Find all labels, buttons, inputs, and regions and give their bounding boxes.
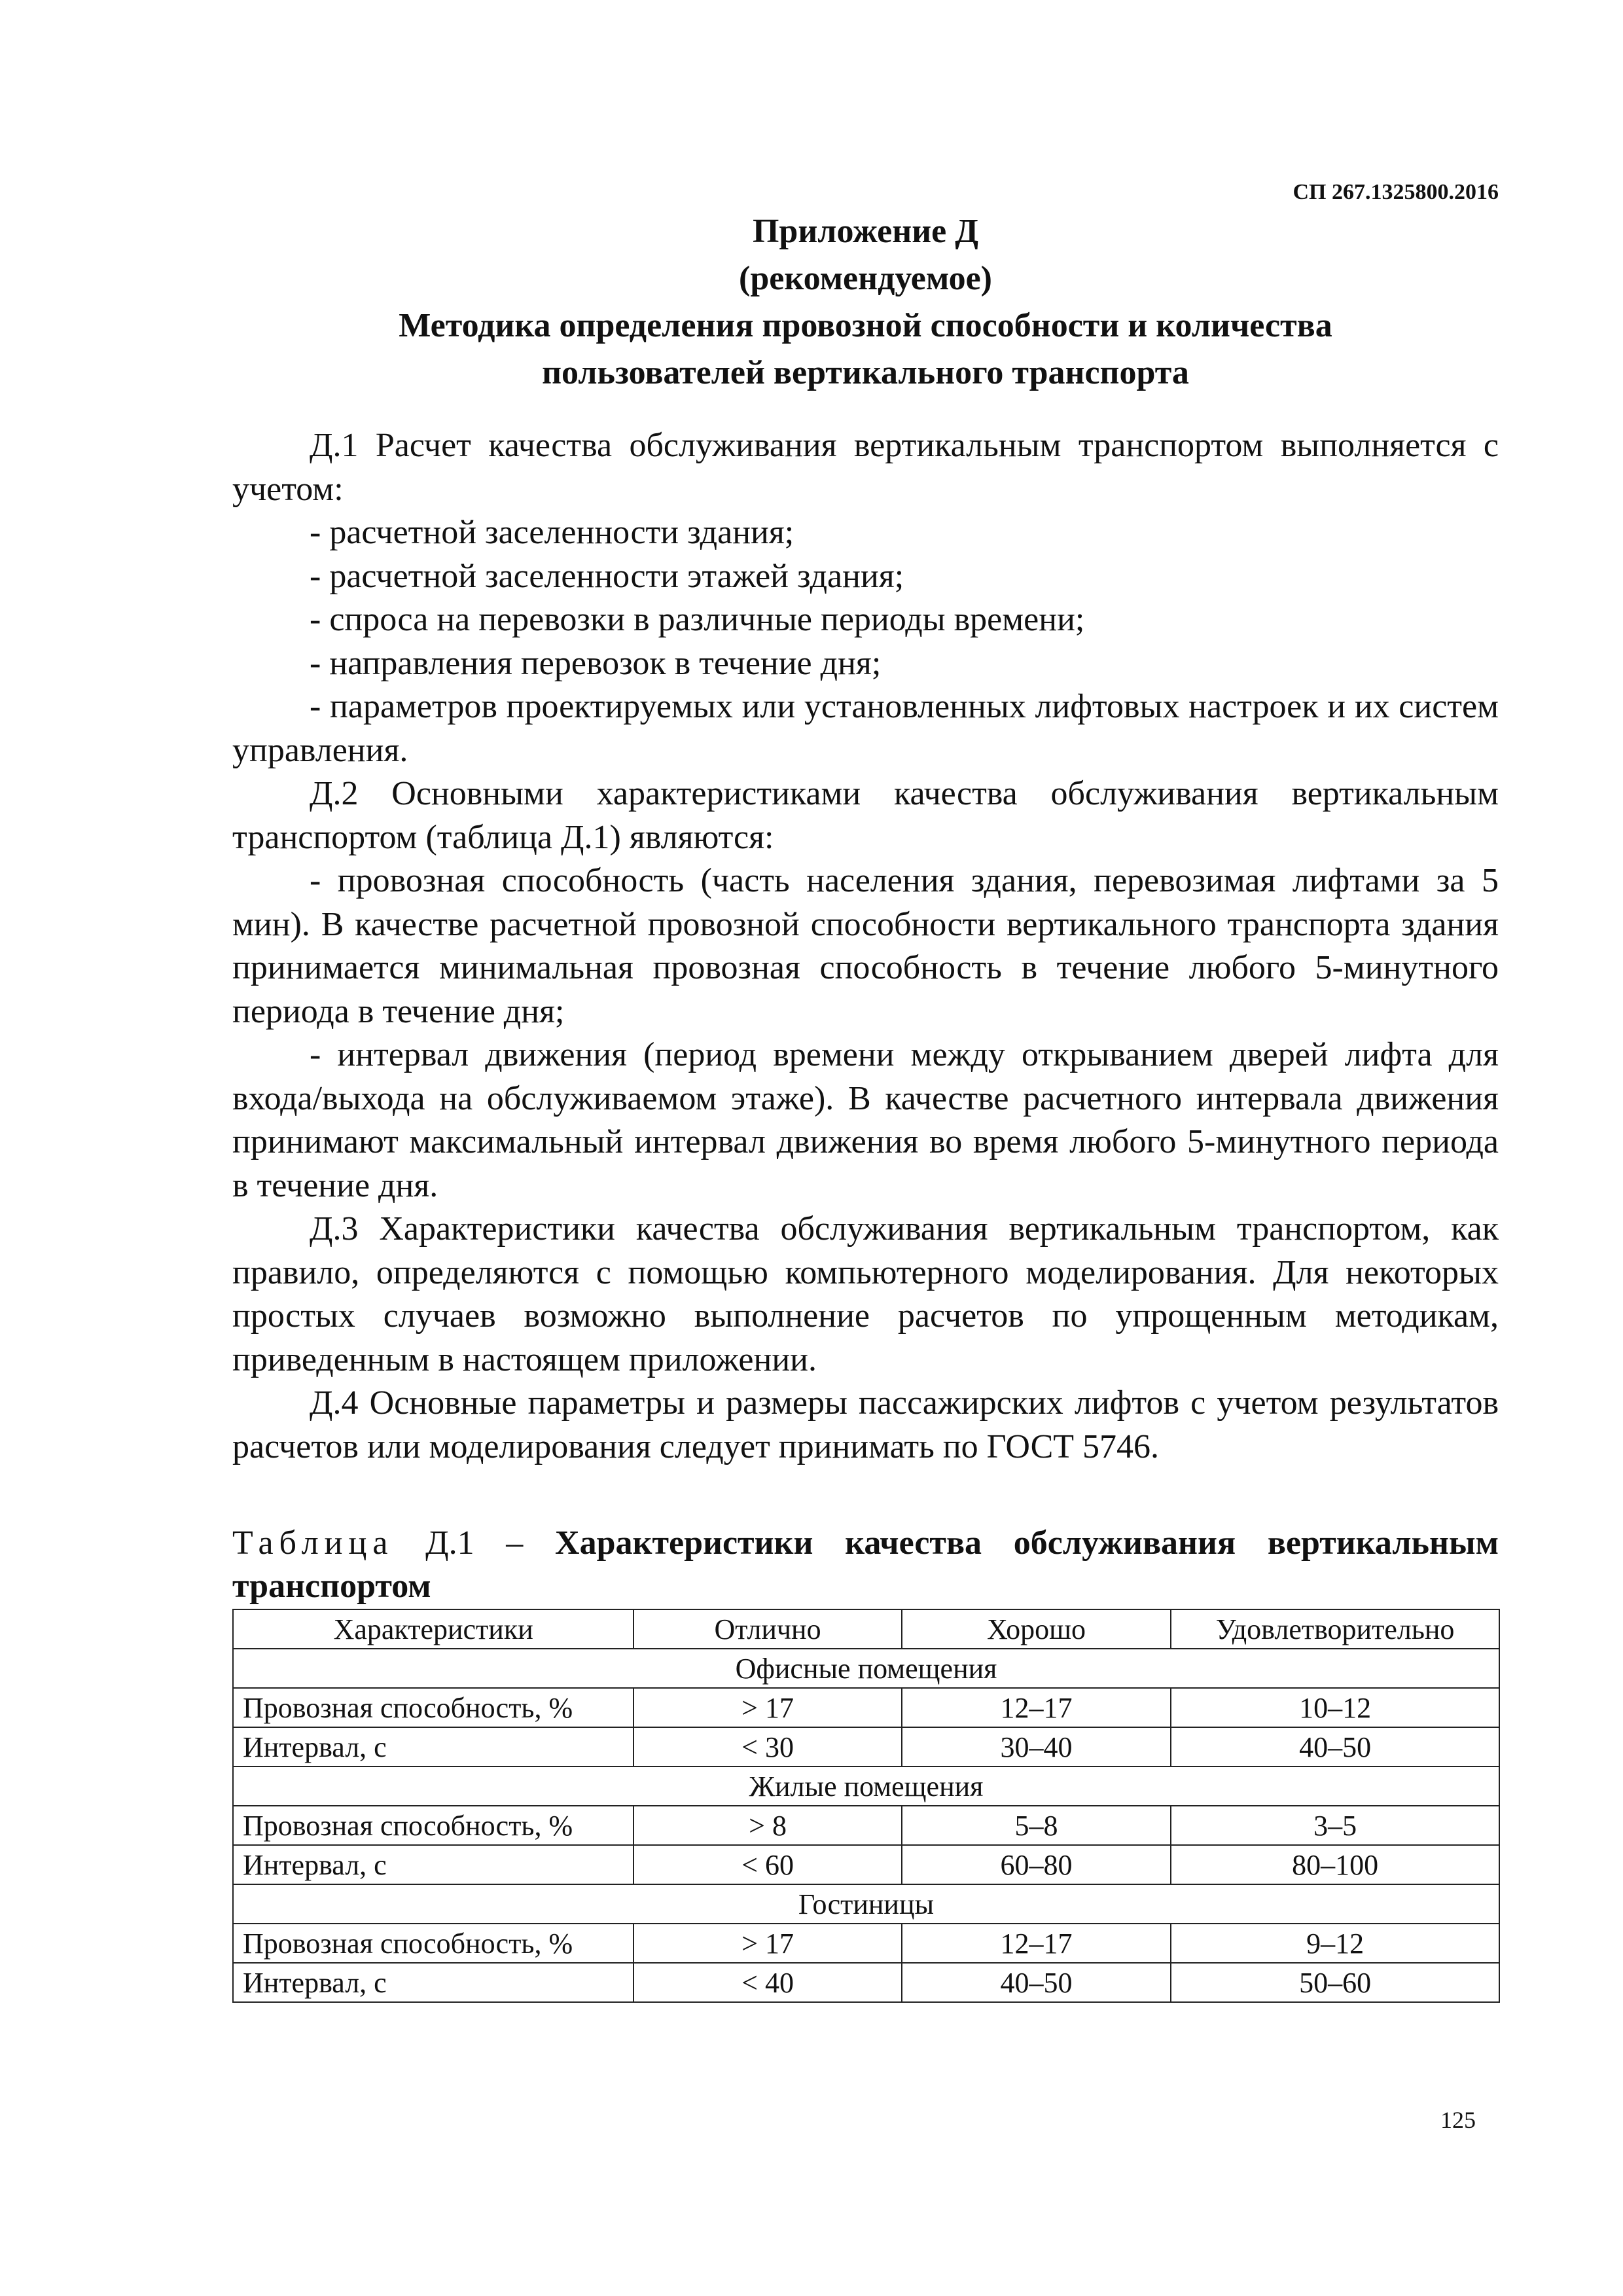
- table-row: [233, 1845, 1499, 1884]
- paragraph-d1: Д.1 Расчет качества обслуживания вертикальным транспортом выполняется с учетом:: [232, 427, 1499, 508]
- table-caption-title: Характеристики качества обслуживания вертикальным транспортом: [232, 1524, 1499, 1605]
- row-label: Провозная способность, %: [233, 1924, 633, 1963]
- column-header: Хорошо: [902, 1609, 1171, 1649]
- paragraph-d4: Д.4 Основные параметры и размеры пассажирских лифтов с учетом результатов расчетов или моделирования следует принимать по ГОСТ 5746.: [232, 1384, 1499, 1465]
- document-code: СП 267.1325800.2016: [1293, 180, 1499, 204]
- table-cell: 10–12: [1171, 1688, 1499, 1727]
- table-caption-label: Таблица: [232, 1524, 394, 1562]
- table-section-row: [233, 1649, 1499, 1688]
- table-row: [233, 1688, 1499, 1727]
- column-header: Отлично: [633, 1609, 901, 1649]
- table-cell: 12–17: [902, 1688, 1171, 1727]
- table-caption: [232, 1522, 1499, 1608]
- paragraph-d2: Д.2 Основными характеристиками качества обслуживания вертикальным транспортом (таблица Д.1) являются:: [232, 775, 1499, 856]
- table-cell: 9–12: [1171, 1924, 1499, 1963]
- table-row: [233, 1963, 1499, 2002]
- table-cell: 12–17: [902, 1924, 1171, 1963]
- row-label: Интервал, с: [233, 1963, 633, 2002]
- appendix-status: (рекомендуемое): [739, 260, 992, 297]
- table-cell: 80–100: [1171, 1845, 1499, 1884]
- quality-table: [232, 1609, 1500, 2003]
- list-item: - расчетной заселенности этажей здания;: [310, 557, 904, 595]
- paragraph-d3: Д.3 Характеристики качества обслуживания вертикальным транспортом, как правило, определяются с помощью компьютерного моделирования. Для некоторых простых случаев возможно выполнение расчетов по упрощенным методикам, приведенным в настоящем приложении.: [232, 1210, 1499, 1378]
- table-cell: < 60: [633, 1845, 901, 1884]
- appendix-title: Приложение Д: [752, 213, 979, 250]
- table-section-row: [233, 1884, 1499, 1924]
- list-item: - расчетной заселенности здания;: [310, 514, 794, 551]
- body-text: [232, 424, 1499, 1469]
- table-header-row: [233, 1609, 1499, 1649]
- table-row: [233, 1924, 1499, 1963]
- table-cell: 5–8: [902, 1806, 1171, 1845]
- appendix-subject-line-1: Методика определения провозной способности и количества: [399, 307, 1332, 344]
- table-cell: > 17: [633, 1688, 901, 1727]
- table-caption-number: Д.1 –: [425, 1524, 524, 1562]
- row-label: Провозная способность, %: [233, 1806, 633, 1845]
- appendix-titles: [232, 208, 1499, 397]
- table-cell: > 17: [633, 1924, 901, 1963]
- list-item: - интервал движения (период времени между открыванием дверей лифта для входа/выхода на обслуживаемом этаже). В качестве расчетного интервала движения принимают максимальный интервал движения во время любого 5-минутного периода в течение дня.: [232, 1036, 1499, 1204]
- table-cell: 50–60: [1171, 1963, 1499, 2002]
- appendix-subject-line-2: пользователей вертикального транспорта: [542, 354, 1189, 391]
- section-title: Жилые помещения: [233, 1767, 1499, 1806]
- list-item: - параметров проектируемых или установленных лифтовых настроек и их систем управления.: [232, 688, 1499, 769]
- list-item: - спроса на перевозки в различные периоды времени;: [310, 601, 1085, 638]
- row-label: Провозная способность, %: [233, 1688, 633, 1727]
- table-row: [233, 1727, 1499, 1767]
- column-header: Удовлетворительно: [1171, 1609, 1499, 1649]
- table-cell: < 30: [633, 1727, 901, 1767]
- page-number: 125: [1440, 2107, 1476, 2133]
- row-label: Интервал, с: [233, 1845, 633, 1884]
- table-cell: 30–40: [902, 1727, 1171, 1767]
- column-header: Характеристики: [233, 1609, 633, 1649]
- section-title: Гостиницы: [233, 1884, 1499, 1924]
- table-row: [233, 1806, 1499, 1845]
- row-label: Интервал, с: [233, 1727, 633, 1767]
- table-cell: 60–80: [902, 1845, 1171, 1884]
- list-item: - провозная способность (часть населения здания, перевозимая лифтами за 5 мин). В качестве расчетной провозной способности вертикального транспорта здания принимается минимальная провозная способность в течение любого 5-минутного периода в течение дня;: [232, 862, 1499, 1030]
- table-cell: 40–50: [1171, 1727, 1499, 1767]
- table-cell: 40–50: [902, 1963, 1171, 2002]
- section-title: Офисные помещения: [233, 1649, 1499, 1688]
- table-cell: > 8: [633, 1806, 901, 1845]
- table-section-row: [233, 1767, 1499, 1806]
- list-item: - направления перевозок в течение дня;: [310, 644, 882, 682]
- table-cell: < 40: [633, 1963, 901, 2002]
- table-cell: 3–5: [1171, 1806, 1499, 1845]
